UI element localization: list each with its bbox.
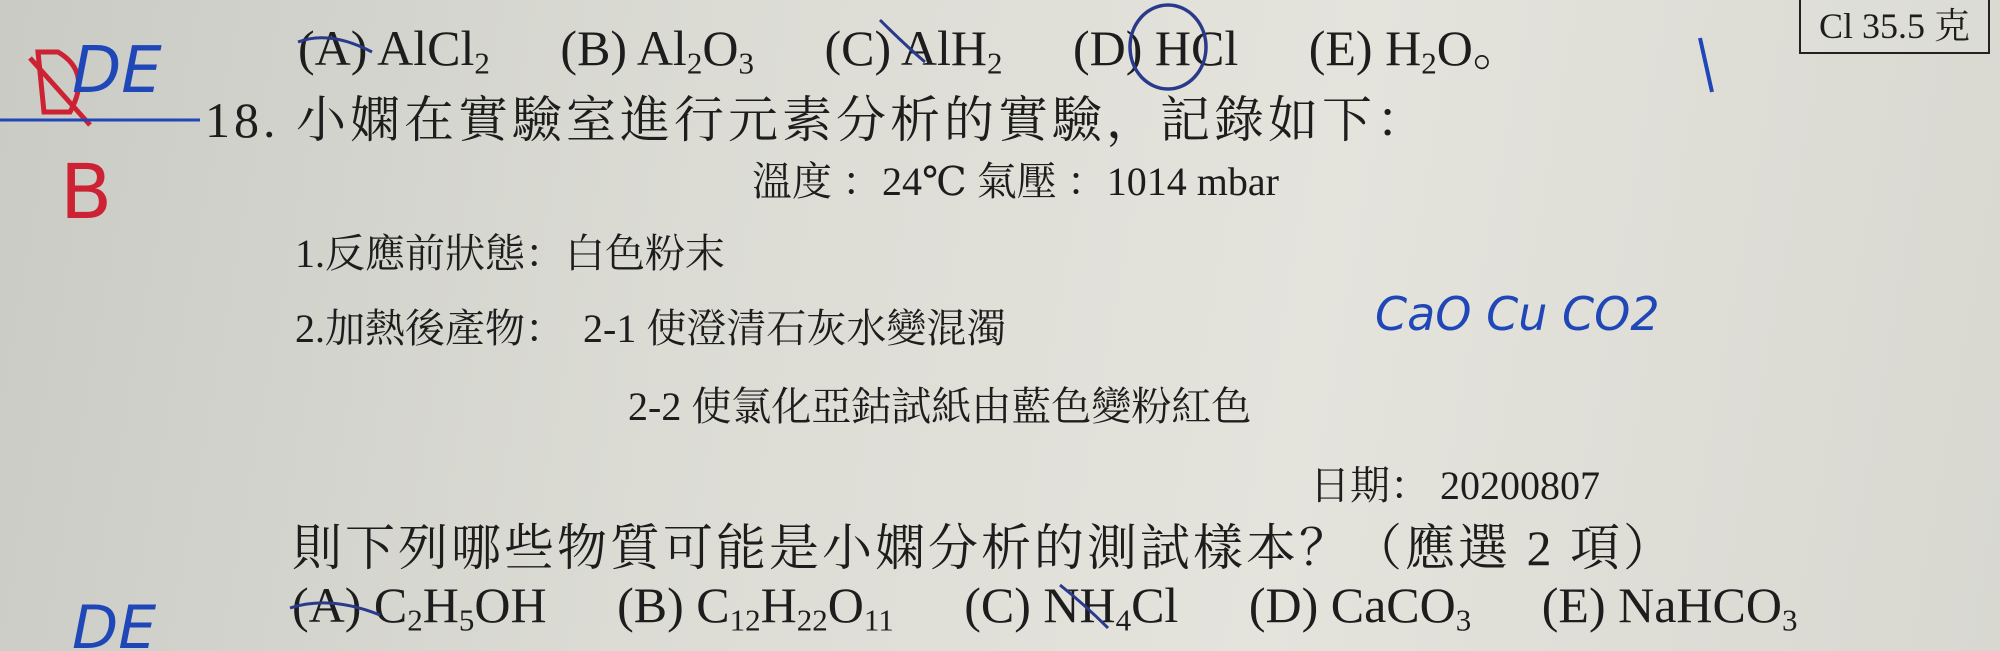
formula-text: HCl: [1154, 20, 1239, 76]
formula-subscript: 2: [686, 45, 703, 81]
question-stem-line: [205, 80, 1430, 152]
formula-text: H: [1385, 20, 1422, 76]
formula-subscript: 2: [407, 602, 423, 638]
formula-text: NH: [1043, 577, 1116, 633]
red-answer-letter: B: [60, 147, 113, 236]
option-label: (C): [824, 20, 892, 76]
record-before-reaction: 1.反應前狀態：白色粉末: [295, 231, 725, 276]
formula-text: H: [422, 577, 459, 633]
option-formula: [636, 20, 754, 81]
formula-text: Cl: [1131, 577, 1179, 633]
option-label: (B): [560, 20, 628, 76]
option-formula: [1618, 577, 1798, 638]
option-label: (C): [964, 577, 1031, 633]
formula-subscript: 5: [458, 602, 475, 638]
formula-text: CaCO: [1330, 577, 1456, 633]
option-label: (D): [1248, 577, 1319, 633]
record-after-heating: [295, 297, 1006, 354]
atomic-mass-box: Cl 35.5 克: [1799, 0, 1990, 54]
prev-option-a: [298, 19, 490, 81]
option-label: (D): [1072, 20, 1143, 76]
formula-subscript: 12: [729, 602, 761, 638]
question-options: [292, 576, 1798, 638]
formula-subscript: 2: [1421, 45, 1437, 81]
formula-text: O: [1436, 20, 1473, 76]
option-c: [964, 576, 1179, 638]
prev-option-d: [1073, 19, 1238, 77]
formula-subscript: 3: [1455, 602, 1472, 638]
formula-subscript: 3: [738, 45, 754, 81]
option-e: [1541, 576, 1798, 638]
prev-option-e: [1309, 8, 1523, 80]
option-label: (B): [617, 577, 684, 633]
option-label: (A): [292, 577, 362, 633]
blue-written-de-top: DE: [72, 34, 162, 108]
end-mark: 。: [1472, 20, 1523, 76]
blue-note: CaO Cu CO2: [1375, 287, 1660, 341]
formula-text: H: [760, 577, 797, 633]
formula-subscript: 22: [796, 602, 828, 638]
formula-text: Al: [636, 20, 687, 76]
option-formula: [1385, 20, 1473, 81]
record-date: 日期： 20200807: [1310, 463, 1600, 508]
formula-text: C: [373, 577, 408, 633]
option-d: [1248, 576, 1472, 638]
option-formula: [373, 577, 547, 638]
record-2-1: 2-1 使澄清石灰水變混濁: [583, 306, 1007, 351]
option-label: (E): [1541, 577, 1606, 633]
option-formula: [1155, 20, 1238, 76]
option-formula: [696, 577, 894, 638]
prev-option-c: [824, 19, 1003, 81]
option-formula: [377, 20, 490, 81]
question-stem: 小嫻在實驗室進行元素分析的實驗，記錄如下：: [296, 92, 1430, 148]
prev-option-b: [560, 19, 754, 81]
experiment-conditions: 溫度 ：24℃ 氣壓 ：1014 mbar: [752, 159, 1279, 204]
formula-text: O: [702, 20, 739, 76]
formula-text: NaHCO: [1618, 577, 1782, 633]
option-a: [292, 576, 547, 638]
formula-subscript: 11: [863, 602, 894, 638]
formula-text: OH: [474, 577, 547, 633]
formula-subscript: 2: [474, 45, 490, 81]
question-prompt: 則下列哪些物質可能是小嫻分析的測試樣本？（應選 2 項）: [292, 520, 1676, 576]
formula-text: AlCl: [377, 20, 475, 76]
record-2-2: 2-2 使氯化亞鈷試紙由藍色變粉紅色: [628, 384, 1252, 429]
prev-question-options: [298, 8, 1523, 80]
option-formula: [900, 20, 1003, 81]
blue-written-de-bottom: DE: [72, 593, 157, 651]
formula-subscript: 2: [986, 45, 1003, 81]
question-number: 18.: [205, 92, 280, 148]
option-label: (A): [298, 20, 368, 76]
formula-subscript: 3: [1781, 602, 1798, 638]
option-formula: [1043, 577, 1179, 638]
formula-text: C: [696, 577, 730, 633]
formula-text: AlH: [900, 20, 987, 76]
formula-subscript: 4: [1115, 602, 1132, 638]
option-b: [617, 576, 894, 638]
option-label: (E): [1308, 20, 1373, 76]
record-after-heating-label: 2.加熱後產物：: [295, 306, 565, 351]
option-formula: [1330, 577, 1472, 638]
formula-text: O: [827, 577, 864, 633]
